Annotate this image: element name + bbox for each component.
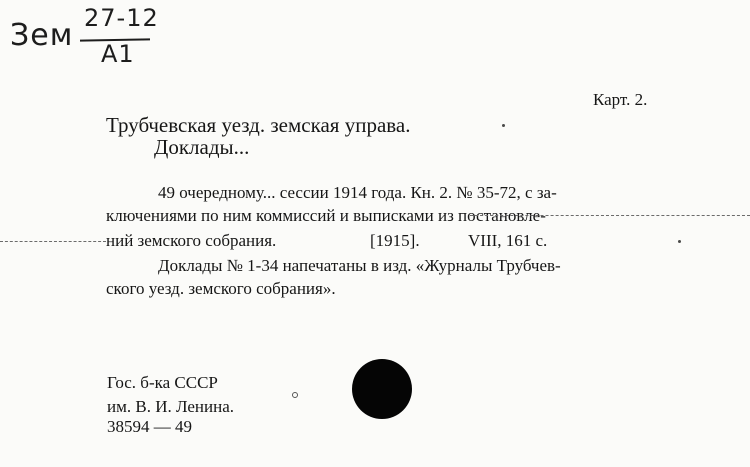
imprint-pagination: VIII, 161 с. [468,231,548,250]
fold-dash-line-right [470,215,750,216]
ink-speck [292,392,298,398]
ink-speck [678,240,681,243]
body-line-3 [106,231,548,251]
card-number: Карт. 2. [593,90,648,109]
note-line-1: Доклады № 1-34 напечатаны в изд. «Журналы Трубчев- [158,256,561,275]
card-heading: Трубчевская уезд. земская управа. [106,113,411,137]
library-stamp-line-1: Гос. б-ка СССР [107,373,218,392]
fold-dash-line-left [0,241,106,242]
handwritten-shelfmark-bottom: A1 [101,40,135,68]
body-line-1: 49 очередному... сессии 1914 года. Кн. 2. № 35-72, с за- [158,183,557,202]
handwritten-shelfmark-top: 27-12 [84,4,159,32]
ink-speck [502,124,505,127]
library-stamp-line-3: 38594 — 49 [107,417,192,436]
body-line-2: ключениями по ним коммиссий и выписками из постановле- [106,206,546,225]
card-subheading: Доклады... [154,135,250,159]
note-line-2: ского уезд. земского собрания». [106,279,336,298]
body-line-3-text: ний земского собрания. [106,231,277,250]
imprint-date: [1915]. [370,231,420,250]
handwritten-prefix: Зем [10,18,74,53]
library-stamp-line-2: им. В. И. Ленина. [107,397,235,416]
punch-hole [352,359,412,419]
